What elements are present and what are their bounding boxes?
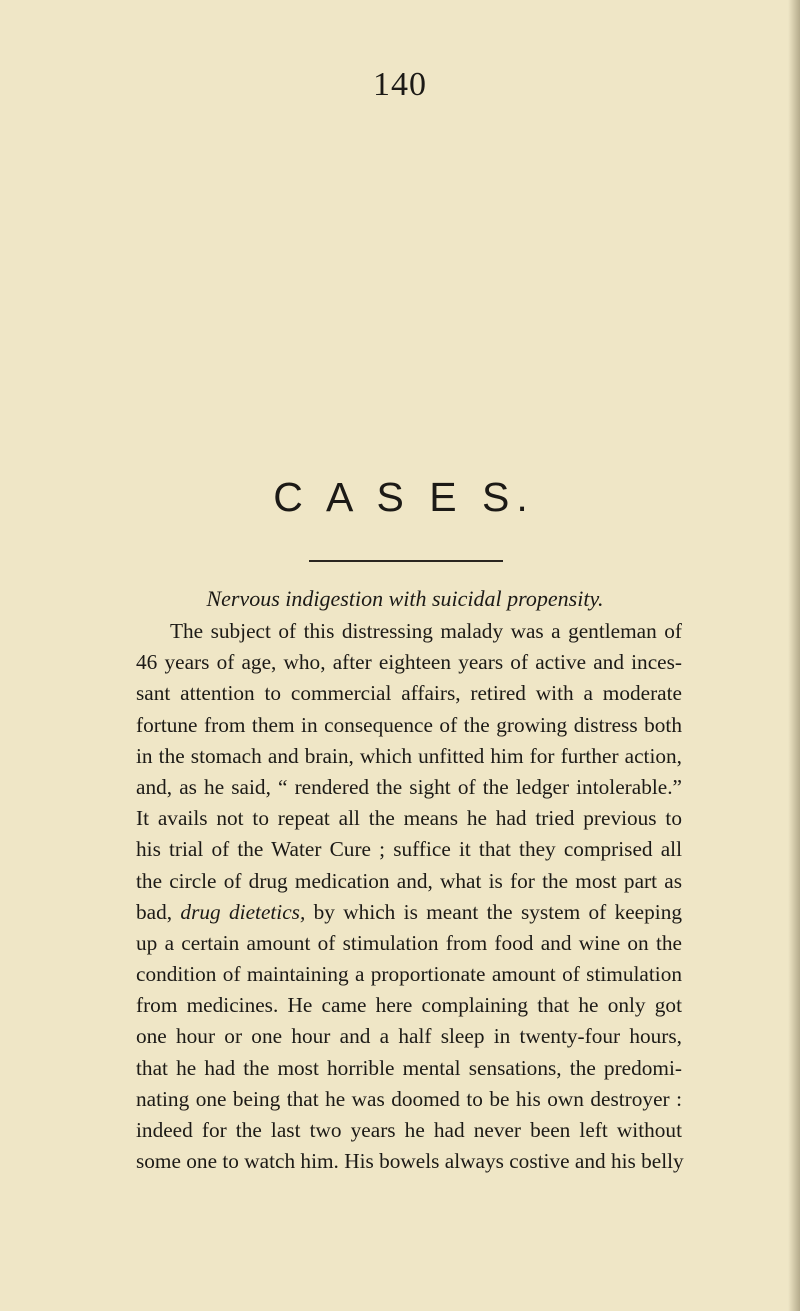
text-line: The subject of this distressing malady was a gentleman of bbox=[170, 619, 682, 643]
section-heading: C A S E S. bbox=[273, 474, 535, 520]
text-line: the circle of drug medication and, what is for the most part as bbox=[136, 868, 682, 893]
text-line: condition of maintaining a proportionate amount of stimulation bbox=[136, 962, 682, 987]
text-line: that he had the most horrible mental sensations, the predomi- bbox=[136, 1055, 682, 1080]
text-line bbox=[136, 897, 682, 928]
text-line: one hour or one hour and a half sleep in twenty-four hours, bbox=[136, 1024, 682, 1049]
page-number: 140 bbox=[373, 66, 427, 103]
text-line: It avails not to repeat all the means he had tried previous to bbox=[136, 806, 682, 831]
italic-term: drug dietetics, bbox=[180, 899, 306, 924]
text-line: his trial of the Water Cure ; suffice it that they comprised all bbox=[136, 837, 682, 862]
text-line: indeed for the last two years he had never been left without bbox=[136, 1118, 682, 1142]
text-line: fortune from them in consequence of the growing distress both bbox=[136, 712, 682, 737]
case-title: Nervous indigestion with suicidal propensity. bbox=[206, 586, 604, 611]
text-line: up a certain amount of stimulation from food and wine on the bbox=[136, 930, 682, 955]
text-line: 46 years of age, who, after eighteen years of active and inces- bbox=[136, 650, 682, 675]
text-line: and, as he said, “ rendered the sight of the ledger intolerable.” bbox=[136, 774, 682, 799]
text-line: in the stomach and brain, which unfitted him for further action, bbox=[136, 743, 682, 768]
body-text bbox=[136, 616, 682, 1177]
text-segment: bad, bbox=[136, 899, 181, 924]
page-edge-shadow bbox=[788, 0, 800, 1311]
text-line: from medicines. He came here complaining that he only got bbox=[136, 993, 682, 1018]
text-line: some one to watch him. His bowels always costive and his belly bbox=[136, 1149, 684, 1174]
text-line: nating one being that he was doomed to be his own destroyer : bbox=[136, 1086, 682, 1111]
text-line: sant attention to commercial affairs, retired with a moderate bbox=[136, 681, 682, 706]
text-segment: by which is meant the system of keeping bbox=[305, 899, 682, 924]
heading-rule bbox=[309, 560, 503, 562]
